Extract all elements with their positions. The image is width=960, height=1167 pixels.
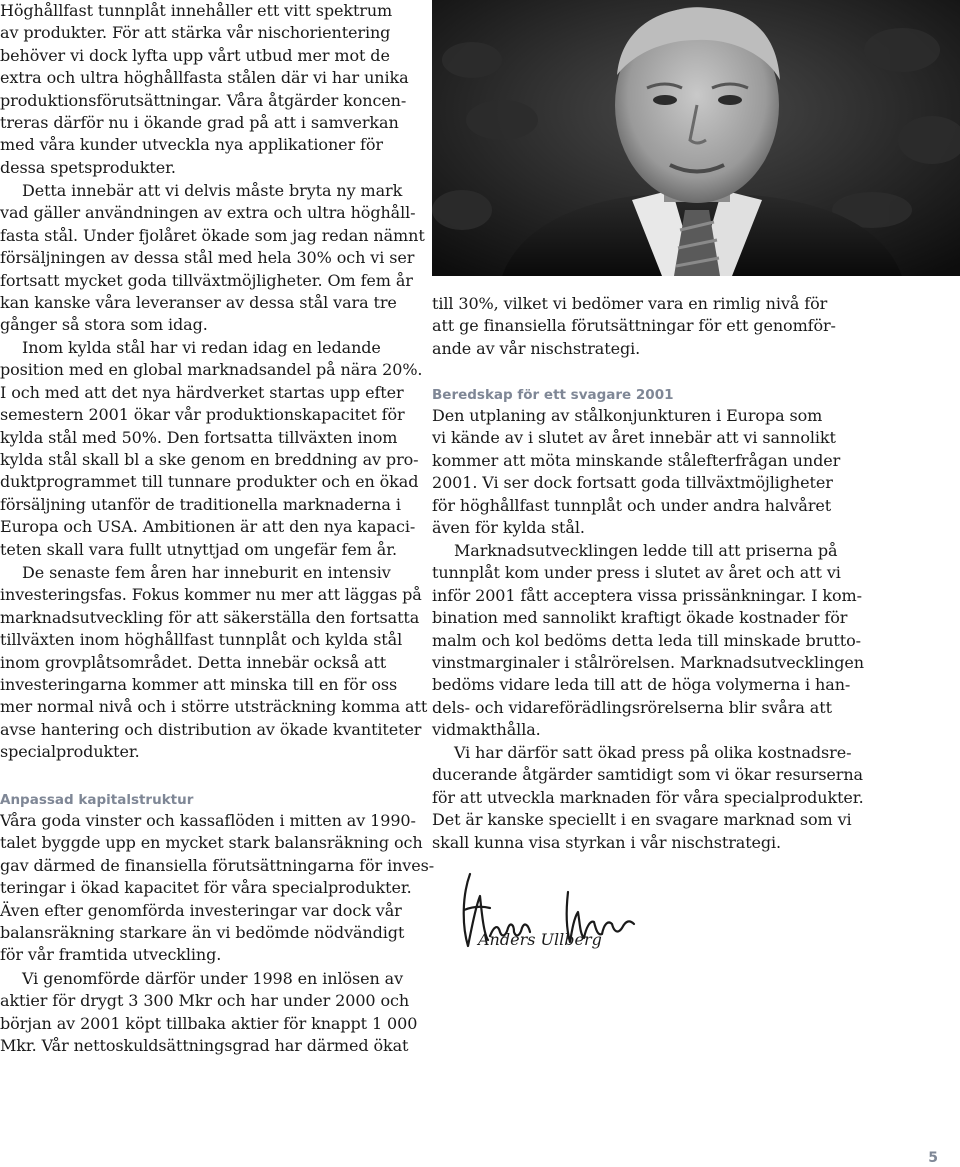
paragraph-10	[432, 742, 864, 854]
text-line: Mkr. Vår nettoskuldsättningsgrad har därmed ökat	[0, 1036, 409, 1056]
text-line: Höghållfast tunnplåt innehåller ett vitt spektrum	[0, 1, 393, 20]
paragraph-3	[0, 337, 422, 561]
text-line: ducerande åtgärder samtidigt som vi ökar resurserna	[432, 765, 863, 785]
text-line: Marknadsutvecklingen ledde till att priserna på	[454, 541, 838, 560]
text-line: av produkter. För att stärka vår nischorientering	[0, 23, 391, 43]
paragraph-8	[432, 405, 840, 539]
text-line: början av 2001 köpt tillbaka aktier för knappt 1 000	[0, 1013, 418, 1033]
text-line: för vår framtida utveckling.	[0, 945, 222, 965]
text-line: teringar i ökad kapacitet för våra specialprodukter.	[0, 878, 412, 898]
text-line: treras därför nu i ökande grad på att i samverkan	[0, 113, 399, 133]
text-line: aktier för drygt 3 300 Mkr och har under 2000 och	[0, 991, 410, 1011]
paragraph-1	[0, 0, 409, 179]
text-line: även för kylda stål.	[432, 518, 585, 538]
text-line: gånger så stora som idag.	[0, 315, 208, 335]
text-line: tunnplåt kom under press i slutet av året och att vi	[432, 563, 841, 583]
text-line: för höghållfast tunnplåt och under andra halvåret	[432, 495, 832, 515]
paragraph-7	[432, 293, 836, 360]
text-line: bedöms vidare leda till att de höga volymerna i han-	[432, 675, 851, 695]
text-line: inom grovplåtsområdet. Detta innebär också att	[0, 652, 387, 672]
text-line: produktionsförutsättningar. Våra åtgärder koncen-	[0, 90, 407, 110]
text-line: extra och ultra höghållfasta stålen där vi har unika	[0, 68, 409, 88]
text-line: skall kunna visa styrkan i vår nischstrategi.	[432, 832, 782, 852]
text-line: vidmakthålla.	[432, 720, 541, 740]
text-line: inför 2001 fått acceptera vissa prissänkningar. I kom-	[432, 585, 862, 605]
page-number: 5	[928, 1150, 938, 1166]
text-line: Den utplaning av stålkonjunkturen i Europa som	[432, 406, 823, 425]
paragraph-2	[0, 180, 425, 337]
text-line: teten skall vara fullt utnyttjad om ungefär fem år.	[0, 539, 398, 559]
text-line: Även efter genomförda investeringar var dock vår	[0, 900, 402, 920]
text-line: position med en global marknadsandel på nära 20%.	[0, 360, 423, 380]
text-line: Detta innebär att vi delvis måste bryta ny mark	[22, 181, 403, 200]
text-line: 2001. Vi ser dock fortsatt goda tillväxtmöjligheter	[432, 473, 833, 493]
text-line: vinstmarginaler i stålrörelsen. Marknadsutvecklingen	[432, 653, 864, 673]
text-line: De senaste fem åren har inneburit en intensiv	[22, 563, 391, 582]
section-heading: Beredskap för ett svagare 2001	[432, 387, 674, 403]
text-line: Europa och USA. Ambitionen är att den nya kapaci-	[0, 517, 416, 537]
text-line: kylda stål med 50%. Den fortsatta tillväxten inom	[0, 427, 398, 447]
text-line: dels- och vidareförädlingsrörelserna blir svåra att	[432, 697, 832, 717]
text-line: försäljning utanför de traditionella marknaderna i	[0, 494, 401, 514]
paragraph-5	[0, 810, 434, 967]
text-line: avse hantering och distribution av ökade kvantiteter	[0, 719, 422, 739]
text-line: malm och kol bedöms detta leda till minskade brutto-	[432, 630, 861, 650]
text-line: att ge finansiella förutsättningar för ett genomför-	[432, 316, 836, 336]
text-line: mer normal nivå och i större utsträckning komma att	[0, 697, 428, 717]
text-line: duktprogrammet till tunnare produkter och en ökad	[0, 472, 419, 492]
text-line: försäljningen av dessa stål med hela 30% och vi ser	[0, 248, 415, 268]
paragraph-4	[0, 562, 427, 764]
text-line: specialprodukter.	[0, 742, 140, 762]
text-line: Vi har därför satt ökad press på olika kostnadsre-	[454, 743, 852, 762]
text-line: investeringarna kommer att minska till en för oss	[0, 675, 398, 695]
signature-name: Anders Ullberg	[478, 930, 602, 949]
text-line: behöver vi dock lyfta upp vårt utbud mer mot de	[0, 45, 390, 65]
paragraph-9	[432, 540, 864, 742]
text-line: balansräkning starkare än vi bedömde nödvändigt	[0, 923, 405, 943]
text-line: dessa spetsprodukter.	[0, 157, 176, 177]
text-line: kan kanske våra leveranser av dessa stål vara tre	[0, 293, 397, 313]
text-line: semestern 2001 ökar vår produktionskapacitet för	[0, 405, 405, 425]
text-line: vi kände av i slutet av året innebär att vi sannolikt	[432, 428, 836, 448]
text-line: Det är kanske speciellt i en svagare marknad som vi	[432, 810, 852, 830]
text-line: Våra goda vinster och kassaflöden i mitten av 1990-	[0, 811, 416, 830]
text-line: vad gäller användningen av extra och ultra höghåll-	[0, 203, 416, 223]
text-line: talet byggde upp en mycket stark balansräkning och	[0, 833, 423, 853]
section-heading: Anpassad kapitalstruktur	[0, 792, 194, 808]
text-line: till 30%, vilket vi bedömer vara en rimlig nivå för	[432, 294, 828, 313]
text-line: investeringsfas. Fokus kommer nu mer att läggas på	[0, 585, 422, 605]
text-line: bination med sannolikt kraftigt ökade kostnader för	[432, 608, 848, 628]
text-line: gav därmed de finansiella förutsättningarna för inves-	[0, 855, 435, 875]
text-line: Inom kylda stål har vi redan idag en ledande	[22, 338, 381, 357]
text-line: Vi genomförde därför under 1998 en inlösen av	[22, 969, 404, 988]
text-line: kommer att möta minskande stålefterfrågan under	[432, 450, 841, 470]
text-line: för att utveckla marknaden för våra specialprodukter.	[432, 787, 864, 807]
text-line: fasta stål. Under fjolåret ökade som jag redan nämnt	[0, 225, 425, 245]
text-line: ande av vår nischstrategi.	[432, 338, 641, 358]
text-line: med våra kunder utveckla nya applikationer för	[0, 135, 383, 155]
text-line: I och med att det nya härdverket startas upp efter	[0, 382, 404, 402]
portrait-photo	[432, 0, 960, 276]
paragraph-6	[0, 968, 417, 1058]
text-line: tillväxten inom höghållfast tunnplåt och kylda stål	[0, 630, 403, 650]
text-line: kylda stål skall bl a ske genom en breddning av pro-	[0, 450, 419, 470]
text-line: fortsatt mycket goda tillväxtmöjligheter. Om fem år	[0, 270, 413, 290]
text-line: marknadsutveckling för att säkerställa den fortsatta	[0, 607, 420, 627]
